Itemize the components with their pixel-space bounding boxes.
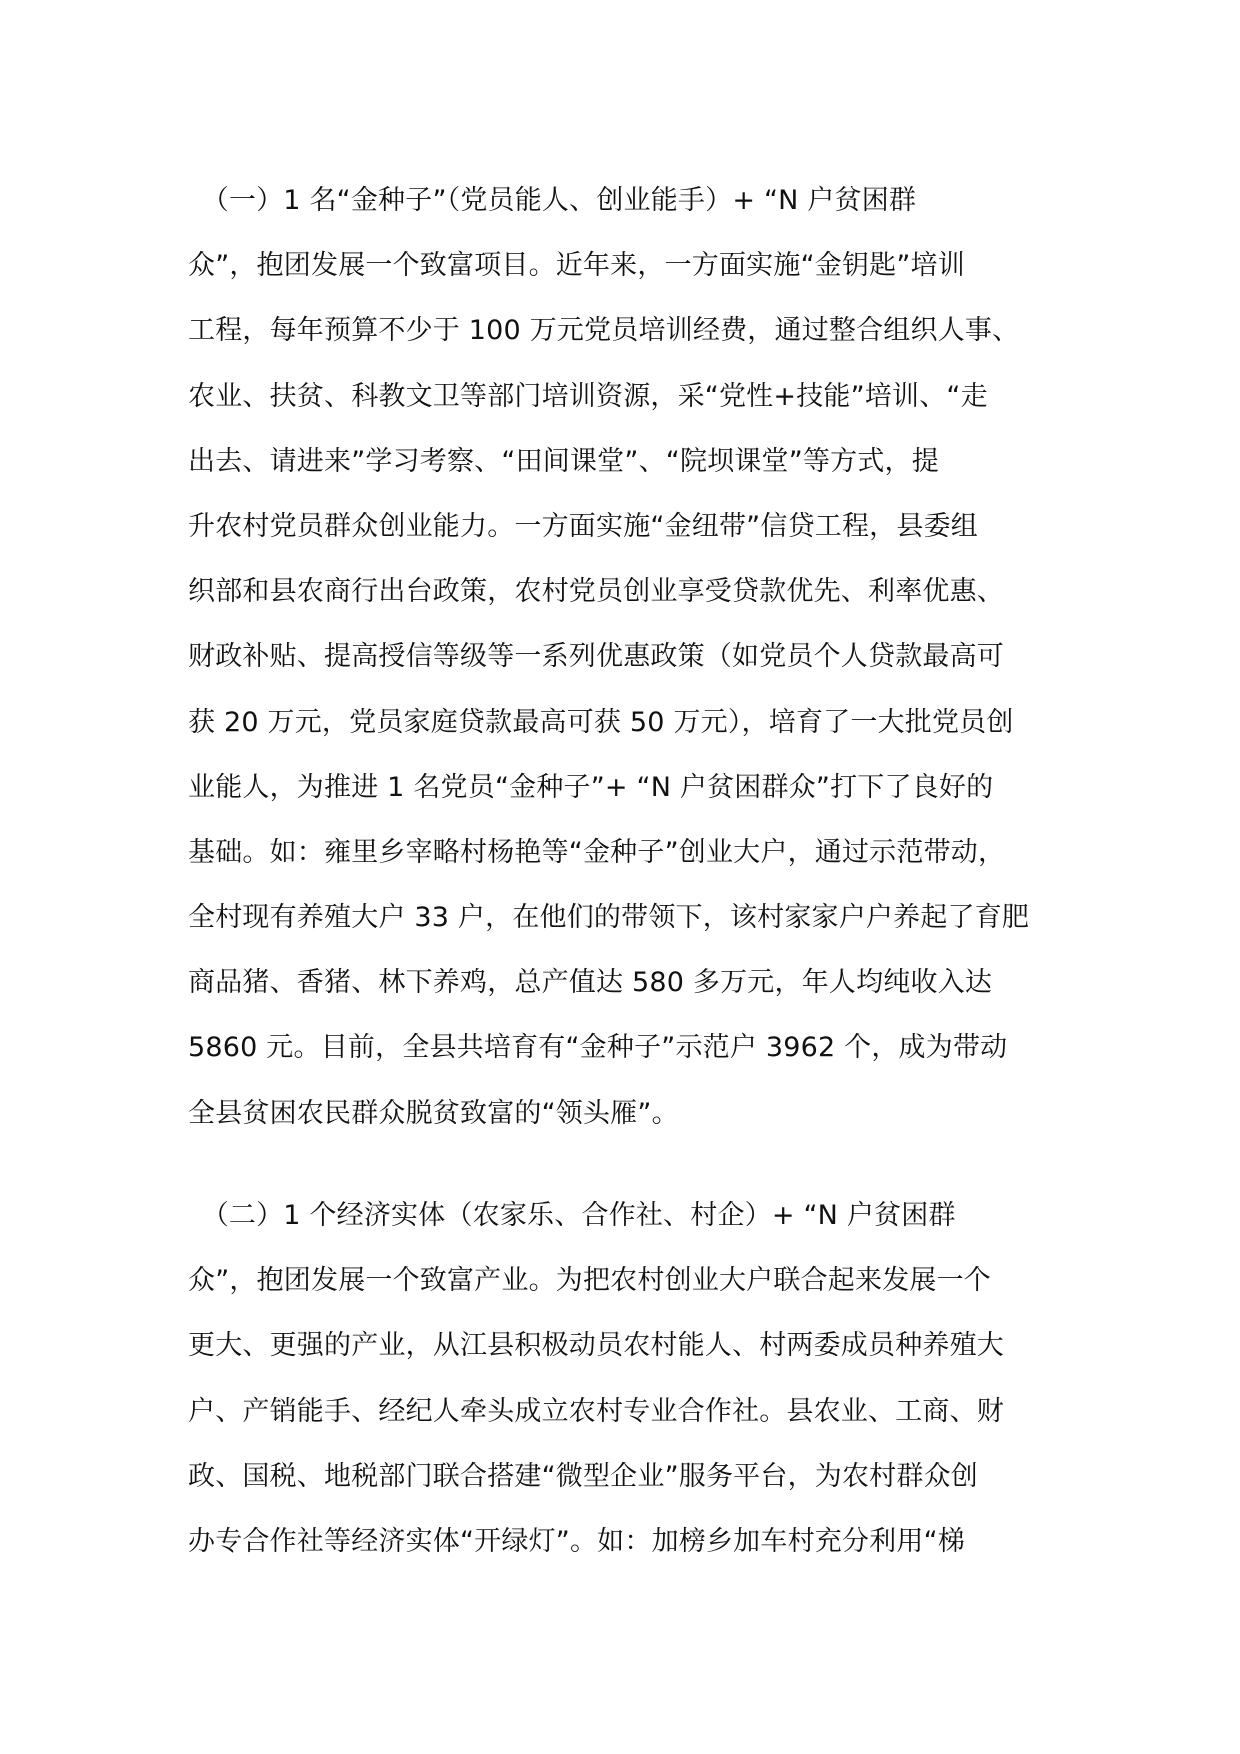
text-line: 办专合作社等经济实体“开绿灯”。如：加榜乡加车村充分利用“梯 [188, 1525, 965, 1557]
text-line: 工程，每年预算不少于 100 万元党员培训经费，通过整合组织人事、 [188, 315, 1020, 347]
text-line: 全村现有养殖大户 33 户，在他们的带领下，该村家家户户养起了育肥 [188, 902, 1030, 934]
text-line: 商品猪、香猪、林下养鸡，总产值达 580 多万元，年人均纯收入达 [188, 967, 993, 999]
text-line: （二）1 个经济实体（农家乐、合作社、村企）+ “N 户贫困群 [188, 1200, 956, 1231]
paragraph-economic-entity [188, 1183, 1068, 1574]
text-line: 5860 元。目前，全县共培育有“金种子”示范户 3962 个，成为带动 [188, 1032, 1008, 1064]
paragraph-gold-seed [188, 168, 1068, 1146]
text-line: 基础。如：雍里乡宰略村杨艳等“金种子”创业大户，通过示范带动， [188, 836, 1006, 868]
text-line: 织部和县农商行出台政策，农村党员创业享受贷款优先、利率优惠、 [188, 576, 1004, 608]
text-line: 出去、请进来”学习考察、“田间课堂”、“院坝课堂”等方式，提 [188, 445, 939, 477]
text-line: 业能人，为推进 1 名党员“金种子”+ “N 户贫困群众”打下了良好的 [188, 771, 994, 803]
text-line: 全县贫困农民群众脱贫致富的“领头雁”。 [188, 1097, 679, 1129]
text-line: 众”，抱团发展一个致富产业。为把农村创业大户联合起来发展一个 [188, 1265, 991, 1297]
text-line: 更大、更强的产业，从江县积极动员农村能人、村两委成员种养殖大 [188, 1330, 1004, 1362]
text-line: 户、产销能手、经纪人牵头成立农村专业合作社。县农业、工商、财 [188, 1395, 1004, 1427]
text-line: 财政补贴、提高授信等级等一系列优惠政策（如党员个人贷款最高可 [188, 641, 1004, 673]
text-line: 政、国税、地税部门联合搭建“微型企业”服务平台，为农村群众创 [188, 1460, 978, 1492]
text-line: 升农村党员群众创业能力。一方面实施“金纽带”信贷工程，县委组 [188, 510, 978, 542]
text-line: （一）1 名“金种子”（党员能人、创业能手）+ “N 户贫困群 [188, 185, 917, 216]
text-line: 农业、扶贫、科教文卫等部门培训资源，采“党性+技能”培训、“走 [188, 380, 988, 412]
text-line: 获 20 万元，党员家庭贷款最高可获 50 万元），培育了一大批党员创 [188, 706, 1014, 738]
text-line: 众”，抱团发展一个致富项目。近年来，一方面实施“金钥匙”培训 [188, 250, 965, 282]
